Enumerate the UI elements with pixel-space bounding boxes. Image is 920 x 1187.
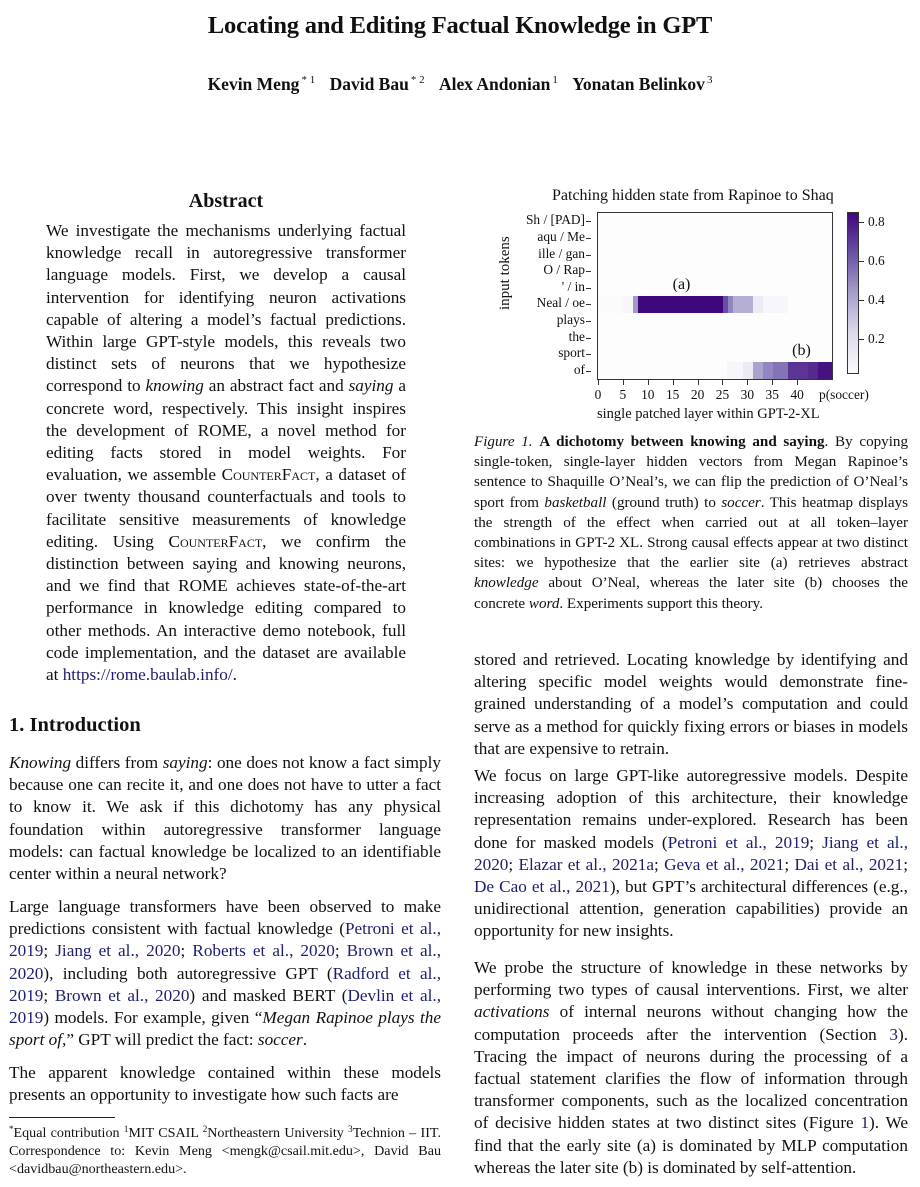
x-tick-label: 0 bbox=[594, 387, 602, 402]
footnote: *Equal contribution $^1$MIT CSAIL $^2$Northeastern University $^3$Technion – IIT. Correspondence to: Kevin Meng <mengk@csail.mit.edu>, David Bau <davidbau@northeastern.edu>. bbox=[9, 1124, 441, 1178]
citation-link[interactable]: Elazar et al., 2021a bbox=[518, 854, 654, 874]
heatmap-cell bbox=[598, 296, 623, 313]
colorbar-tick-label: 0.6 bbox=[868, 252, 885, 268]
x-tick bbox=[673, 380, 674, 385]
x-tick-label: 30 bbox=[740, 387, 755, 402]
y-tick bbox=[586, 288, 591, 289]
heatmap-cell bbox=[762, 362, 772, 379]
citation-link[interactable]: Brown et al., 2020 bbox=[54, 985, 190, 1005]
intro-paragraph-5: We probe the structure of knowledge in these networks by performing two types of causal interventions. First, we alter activations of internal neurons without changing how the computation proceeds after the intervention (Section 3). Tracing the impact of neurons during the processing of a factual statement clarifies the flow of information through transformer components, such as the localized concentration of decisive hidden states at two distinct sites (Figure 1). We find that the early site (a) is dominated by MLP computation whereas the later site (b) is dominated by self-attention. bbox=[474, 958, 908, 1177]
abstract-body: We investigate the mechanisms underlying factual knowledge recall in autoregressive transformer language models. First, we develop a causal intervention for identifying neuron activations capable of altering a model’s factual predictions. Within large GPT-style models, this reveals two distinct sets of neurons that we hypothesize correspond to knowing an abstract fact and saying a concrete word, respectively. This insight inspires the development of ROME, a novel method for editing facts stored in model weights. For evaluation, we assemble CounterFact, a dataset of over twenty thousand counterfactuals and tools to facilitate sensitive measurements of knowledge editing. Using CounterFact, we confirm the distinction between saying and knowing neurons, and we find that ROME achieves state-of-the-art performance in knowledge editing compared to other methods. An interactive demo notebook, full code implementation, and the dataset are available at https://rome.baulab.info/. bbox=[46, 221, 406, 685]
x-axis-ticks bbox=[594, 380, 833, 402]
y-tick bbox=[586, 221, 591, 222]
heatmap-cell bbox=[727, 362, 742, 379]
heatmap-cell bbox=[722, 296, 727, 313]
citation-link[interactable]: Devlin et al., 2019 bbox=[9, 985, 441, 1028]
intro-paragraph-3-continued: stored and retrieved. Locating knowledge by identifying and altering specific model weights would demonstrate fine-grained understanding of a model’s computation and could serve as a method for quickly fixing errors or biases in models that are expensive to retrain. bbox=[474, 650, 908, 758]
citation-link[interactable]: Brown et al., 2020 bbox=[9, 941, 441, 983]
x-tick bbox=[797, 380, 798, 385]
y-tick bbox=[586, 304, 591, 305]
heatmap-cell bbox=[727, 296, 732, 313]
y-tick-label: O / Rap bbox=[543, 262, 585, 278]
colorbar-tick-label: 0.8 bbox=[868, 213, 885, 229]
colorbar-tick-label: 0.4 bbox=[868, 291, 885, 307]
section-heading-introduction: 1. Introduction bbox=[9, 714, 141, 736]
y-axis-labels bbox=[470, 212, 591, 380]
author: Alex Andonian $^1$ bbox=[438, 74, 558, 94]
x-tick-label: 25 bbox=[715, 387, 730, 402]
author: Yonatan Belinkov $^3$ bbox=[572, 74, 713, 94]
citation-link[interactable]: Petroni et al., 2019 bbox=[667, 832, 810, 852]
citation-link[interactable]: Dai et al., 2021 bbox=[794, 854, 904, 874]
colorbar-tick bbox=[859, 261, 864, 262]
annotation-a: (a) bbox=[672, 276, 691, 293]
y-axis-title: input tokens bbox=[497, 236, 513, 310]
paper-title: Locating and Editing Factual Knowledge in GPT bbox=[207, 12, 713, 39]
citation-link[interactable]: Radford et al., 2019 bbox=[9, 963, 441, 1005]
abstract-heading: Abstract bbox=[188, 190, 264, 212]
x-tick-label: 35 bbox=[765, 387, 779, 402]
y-tick-label: the bbox=[568, 328, 585, 344]
figure-ref-link[interactable]: 1 bbox=[860, 1113, 870, 1133]
heatmap-cell bbox=[732, 296, 752, 313]
colorbar-tick-label: 0.2 bbox=[868, 330, 885, 346]
heatmap-cell bbox=[752, 296, 762, 313]
intro-paragraph-2: Large language transformers have been observed to make predictions consistent with factual knowledge (Petroni et al., 2019; Jiang et al., 2020; Roberts et al., 2020; Brown et al., 2020), including both autoregressive GPT (Radford et al., 2019; Brown et al., 2020) and masked BERT (Devlin et al., 2019) models. For example, given “Megan Rapinoe plays the sport of,” GPT will predict the fact: soccer. bbox=[9, 897, 441, 1050]
footnote-rule bbox=[9, 1117, 115, 1118]
colorbar bbox=[847, 212, 859, 374]
x-tick-label: 10 bbox=[641, 387, 655, 402]
x-tick bbox=[598, 380, 599, 385]
y-tick bbox=[586, 255, 591, 256]
heatmap-cell bbox=[787, 362, 807, 379]
heatmap-cell bbox=[752, 362, 762, 379]
y-tick bbox=[586, 371, 591, 372]
chart-title: Patching hidden state from Rapinoe to Shaq bbox=[552, 187, 834, 204]
y-tick-label: of bbox=[573, 361, 585, 377]
heatmap-cell bbox=[623, 296, 633, 313]
colorbar-tick bbox=[859, 300, 864, 301]
x-tick bbox=[648, 380, 649, 385]
x-tick bbox=[698, 380, 699, 385]
y-tick bbox=[586, 238, 591, 239]
citation-link[interactable]: Petroni et al., 2019 bbox=[9, 919, 441, 961]
y-tick-label: aqu / Me bbox=[537, 228, 585, 244]
author: David Bau $^{* 2}$ bbox=[329, 74, 425, 94]
y-tick bbox=[586, 321, 591, 322]
section-ref-link[interactable]: 3 bbox=[889, 1024, 898, 1044]
author: Kevin Meng $^{* 1}$ bbox=[207, 74, 316, 94]
heatmap-cell bbox=[633, 296, 638, 313]
heatmap-cell bbox=[817, 362, 832, 379]
citation-link[interactable]: Roberts et al., 2020 bbox=[192, 941, 335, 961]
figure-1-caption: Figure 1. A dichotomy between knowing and saying. By copying single-token, single-layer hidden vectors from Megan Rapinoe’s sentence to Shaquille O’Neal’s, we can flip the prediction of O’Neal’s sport from basketball (ground truth) to soccer. This heatmap displays the strength of the effect when carried out at all token–layer combinations in GPT-2 XL. Strong causal effects appear at two distinct sites: we hypothesize that the earlier site (a) retrieves abstract knowledge about O’Neal, whereas the later site (b) chooses the concrete word. Experiments support this theory. bbox=[474, 434, 909, 612]
y-tick bbox=[586, 338, 591, 339]
x-tick-label: 5 bbox=[619, 387, 627, 402]
x-tick bbox=[623, 380, 624, 385]
y-tick-label: ille / gan bbox=[538, 245, 585, 261]
citation-link[interactable]: Geva et al., 2021 bbox=[664, 854, 785, 874]
heatmap-cell bbox=[638, 296, 723, 313]
x-tick-label: 15 bbox=[665, 387, 680, 402]
intro-paragraph-3: The apparent knowledge contained within these models presents an opportunity to investigate how such facts are bbox=[9, 1063, 441, 1105]
x-tick bbox=[722, 380, 723, 385]
heatmap-cell bbox=[762, 296, 787, 313]
author-list bbox=[0, 74, 920, 95]
citation-link[interactable]: Jiang et al., 2020 bbox=[474, 832, 908, 874]
annotation-b: (b) bbox=[792, 342, 811, 360]
project-url-link[interactable]: https://rome.baulab.info/ bbox=[62, 665, 233, 685]
y-tick-label: sport bbox=[558, 345, 585, 361]
colorbar-tick bbox=[859, 339, 864, 340]
heatmap-plot-area bbox=[597, 212, 833, 380]
y-tick-label: ' / in bbox=[561, 278, 585, 294]
x-tick-label: 40 bbox=[790, 387, 804, 402]
colorbar-tick bbox=[859, 222, 864, 223]
y-tick bbox=[586, 271, 591, 272]
y-tick-label: Sh / [PAD] bbox=[525, 212, 585, 228]
heatmap-cell bbox=[742, 362, 752, 379]
y-tick-label: plays bbox=[556, 311, 585, 327]
colorbar-ticks bbox=[859, 212, 919, 374]
x-tick-label: 20 bbox=[690, 387, 705, 402]
x-tick bbox=[772, 380, 773, 385]
citation-link[interactable]: De Cao et al., 2021 bbox=[474, 877, 610, 897]
heatmap-cell bbox=[807, 362, 817, 379]
figure-1-heatmap bbox=[470, 182, 920, 427]
citation-link[interactable]: Jiang et al., 2020 bbox=[55, 941, 181, 961]
y-tick-label: Neal / oe bbox=[536, 295, 585, 311]
intro-paragraph-1: Knowing differs from saying: one does not know a fact simply because one can recite it, and one does not have to utter a fact to know it. We ask if this dichotomy has any physical foundation within autoregressive transformer language models: can factual knowledge be localized to an identifiable center within a neural network? bbox=[9, 753, 441, 884]
colorbar-label: p(soccer) bbox=[819, 387, 869, 402]
intro-paragraph-4: We focus on large GPT-like autoregressive models. Despite increasing adoption of this architecture, their knowledge representation remains under-explored. Research has been done for masked models (Petroni et al., 2019; Jiang et al., 2020; Elazar et al., 2021a; Geva et al., 2021; Dai et al., 2021; De Cao et al., 2021), but GPT’s architectural differences (e.g., unidirectional attention, generation capabilities) provide an opportunity for new insights. bbox=[474, 766, 908, 941]
x-tick bbox=[747, 380, 748, 385]
x-axis-title: single patched layer within GPT-2-XL bbox=[597, 406, 820, 422]
heatmap-cell bbox=[772, 362, 787, 379]
y-tick bbox=[586, 354, 591, 355]
